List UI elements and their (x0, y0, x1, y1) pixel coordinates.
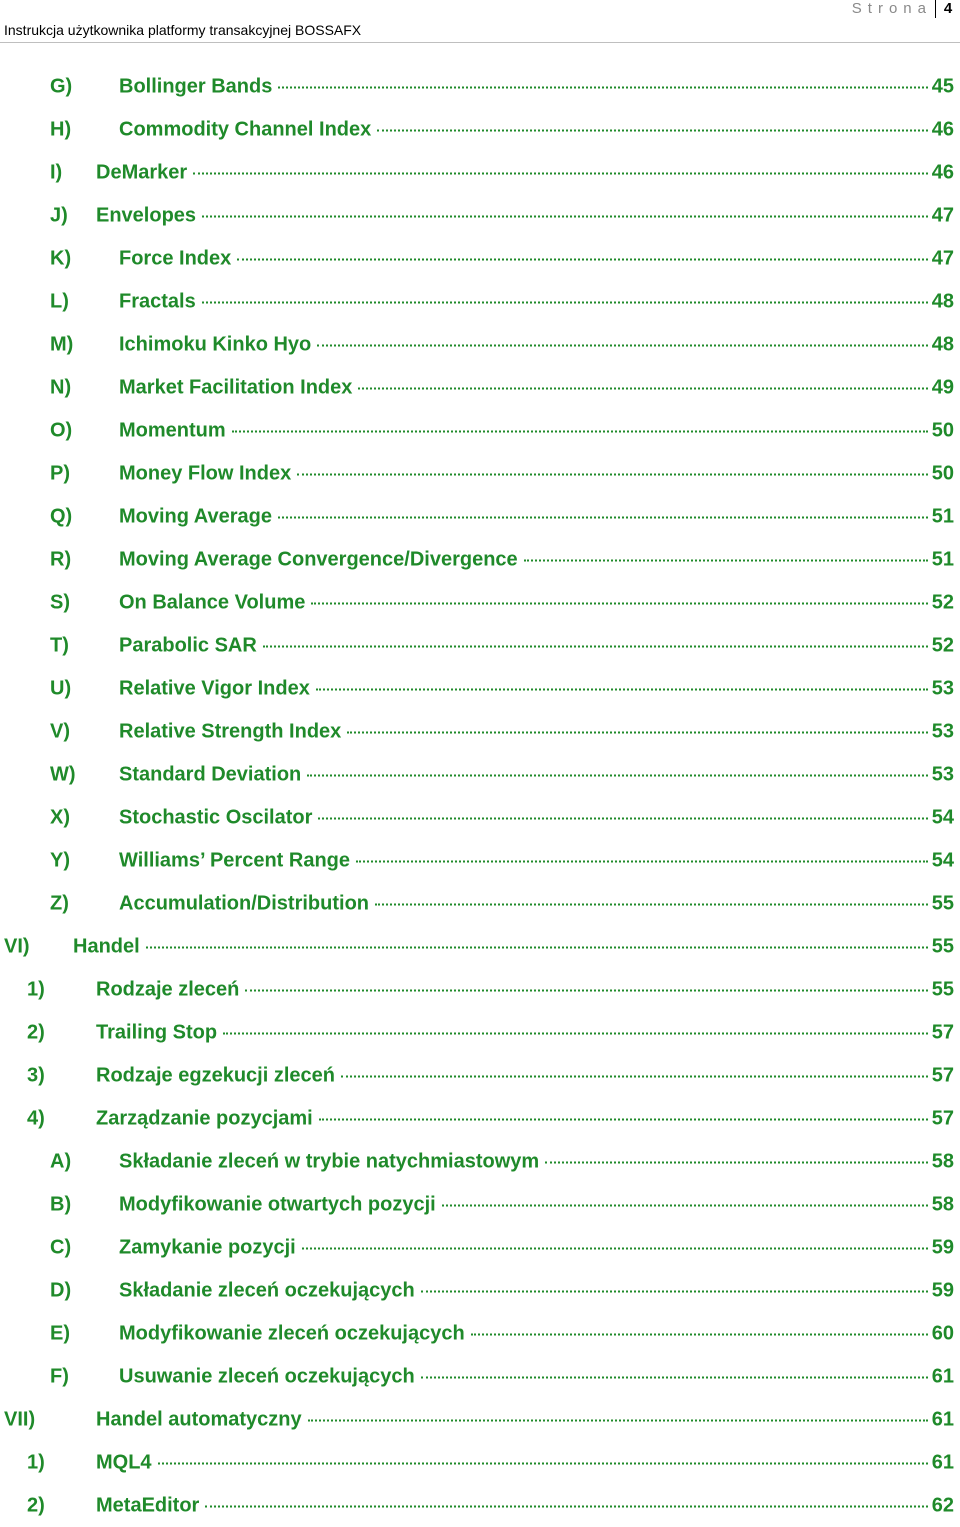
toc-entry-title: On Balance Volume (119, 591, 306, 613)
toc-entry-title: Ichimoku Kinko Hyo (119, 333, 312, 355)
dot-leader (223, 1032, 928, 1034)
page-label: Strona (851, 0, 932, 17)
toc-entry[interactable] (0, 753, 960, 796)
toc-entry-page: 57 (931, 1064, 954, 1086)
toc-entry-number: 2) (27, 1494, 45, 1516)
dot-leader (319, 1118, 928, 1120)
toc-entry-number: B) (50, 1193, 72, 1215)
toc-entry-number: G) (50, 75, 73, 97)
toc-entry[interactable] (0, 1226, 960, 1269)
dot-leader (205, 1505, 927, 1507)
toc-entry[interactable] (0, 1269, 960, 1312)
toc-entry-title: Handel automatyczny (96, 1408, 302, 1430)
toc-entry[interactable] (0, 538, 960, 581)
toc-entry-line (119, 118, 954, 141)
toc-entry[interactable] (0, 882, 960, 925)
toc-entry-number: O) (50, 419, 73, 441)
toc-entry-line (119, 763, 954, 786)
dot-leader (297, 473, 928, 475)
toc-entry-line (119, 1322, 954, 1345)
toc-entry-number: A) (50, 1150, 72, 1172)
toc-entry-title: Handel (73, 935, 140, 957)
toc-entry-line (119, 1279, 954, 1302)
toc-entry-line (96, 1064, 954, 1087)
toc-entry-line (119, 419, 954, 442)
dot-leader (377, 129, 928, 131)
toc-entry-title: Envelopes (96, 204, 197, 226)
toc-entry-title: Stochastic Oscilator (119, 806, 313, 828)
toc-entry-page: 55 (931, 935, 954, 957)
toc-entry-page: 50 (931, 462, 954, 484)
toc-entry-number: VI) (4, 935, 30, 957)
toc-entry-page: 59 (931, 1279, 954, 1301)
dot-leader (263, 645, 928, 647)
toc-entry-line (119, 806, 954, 829)
toc-entry[interactable] (0, 108, 960, 151)
toc-entry-page: 53 (931, 763, 954, 785)
toc-entry-line (119, 247, 954, 270)
toc-entry-line (119, 720, 954, 743)
toc-entry-page: 57 (931, 1021, 954, 1043)
toc-entry-title: Bollinger Bands (119, 75, 273, 97)
dot-leader (202, 215, 928, 217)
dot-leader (193, 172, 928, 174)
toc-entry-number: Y) (50, 849, 70, 871)
toc-entry[interactable] (0, 280, 960, 323)
toc-entry-line (96, 1451, 954, 1474)
toc-entry-line (96, 1408, 954, 1431)
toc-entry[interactable] (0, 624, 960, 667)
toc-entry-page: 62 (931, 1494, 954, 1516)
toc-entry-title: Składanie zleceń w trybie natychmiastowym (119, 1150, 540, 1172)
document-title: Instrukcja użytkownika platformy transakcyjnej BOSSAFX (4, 22, 362, 38)
toc-entry-line (96, 204, 954, 227)
toc-entry-title: Składanie zleceń oczekujących (119, 1279, 415, 1301)
toc-entry-page: 54 (931, 806, 954, 828)
toc-entry-number: J) (50, 204, 68, 226)
toc-entry-page: 50 (931, 419, 954, 441)
toc-entry[interactable] (0, 1441, 960, 1484)
toc-entry-number: E) (50, 1322, 70, 1344)
dot-leader (146, 946, 928, 948)
toc-entry-title: Usuwanie zleceń oczekujących (119, 1365, 415, 1387)
toc-entry-line (119, 677, 954, 700)
toc-entry-title: Moving Average (119, 505, 272, 527)
toc-entry-line (96, 978, 954, 1001)
dot-leader (278, 86, 927, 88)
toc-entry-page: 58 (931, 1150, 954, 1172)
dot-leader (318, 817, 927, 819)
toc-entry-number: N) (50, 376, 72, 398)
dot-leader (307, 774, 927, 776)
toc-entry-title: Trailing Stop (96, 1021, 218, 1043)
toc-entry-title: DeMarker (96, 161, 188, 183)
toc-entry[interactable] (0, 194, 960, 237)
toc-entry[interactable] (0, 409, 960, 452)
toc-entry-title: Modyfikowanie otwartych pozycji (119, 1193, 436, 1215)
toc-entry-page: 51 (931, 548, 954, 570)
dot-leader (442, 1204, 928, 1206)
page-header (0, 0, 960, 44)
dot-leader (158, 1462, 928, 1464)
toc-entry-page: 55 (931, 892, 954, 914)
toc-entry-line (119, 505, 954, 528)
toc-entry-title: MQL4 (96, 1451, 152, 1473)
toc-entry[interactable] (0, 581, 960, 624)
toc-entry-title: Accumulation/Distribution (119, 892, 369, 914)
toc-entry-line (119, 634, 954, 657)
toc-entry-title: Zamykanie pozycji (119, 1236, 296, 1258)
toc-entry-title: Williams’ Percent Range (119, 849, 351, 871)
toc-entry[interactable] (0, 1140, 960, 1183)
toc-entry[interactable] (0, 1054, 960, 1097)
toc-entry-line (119, 1236, 954, 1259)
dot-leader (317, 344, 928, 346)
table-of-contents (0, 65, 960, 1527)
toc-entry[interactable] (0, 1011, 960, 1054)
toc-entry[interactable] (0, 151, 960, 194)
toc-entry-number: M) (50, 333, 74, 355)
toc-entry-number: R) (50, 548, 72, 570)
toc-entry-page: 59 (931, 1236, 954, 1258)
dot-leader (278, 516, 928, 518)
toc-entry-page: 58 (931, 1193, 954, 1215)
toc-entry-line (73, 935, 954, 958)
toc-entry-number: L) (50, 290, 69, 312)
toc-entry-line (119, 376, 954, 399)
toc-entry-page: 61 (931, 1365, 954, 1387)
toc-entry-title: Rodzaje zleceń (96, 978, 240, 1000)
toc-entry-line (119, 1150, 954, 1173)
toc-entry-title: Momentum (119, 419, 226, 441)
toc-entry-number: Z) (50, 892, 69, 914)
toc-entry-title: Moving Average Convergence/Divergence (119, 548, 518, 570)
toc-entry-title: Relative Vigor Index (119, 677, 310, 699)
toc-entry-line (119, 1365, 954, 1388)
toc-entry-title: Relative Strength Index (119, 720, 342, 742)
toc-entry-line (119, 1193, 954, 1216)
toc-entry-number: 2) (27, 1021, 45, 1043)
toc-entry-line (119, 548, 954, 571)
toc-entry[interactable] (0, 968, 960, 1011)
toc-entry-page: 61 (931, 1408, 954, 1430)
dot-leader (237, 258, 927, 260)
toc-entry-title: Modyfikowanie zleceń oczekujących (119, 1322, 465, 1344)
toc-entry[interactable] (0, 1398, 960, 1441)
toc-entry-title: Force Index (119, 247, 232, 269)
toc-entry[interactable] (0, 495, 960, 538)
dot-leader (245, 989, 927, 991)
toc-entry-number: T) (50, 634, 69, 656)
dot-leader (375, 903, 928, 905)
toc-entry-number: S) (50, 591, 70, 613)
toc-entry-line (119, 333, 954, 356)
toc-entry-title: Money Flow Index (119, 462, 292, 484)
toc-entry-title: Commodity Channel Index (119, 118, 372, 140)
toc-entry[interactable] (0, 796, 960, 839)
toc-entry-number: W) (50, 763, 76, 785)
toc-entry-page: 46 (931, 118, 954, 140)
toc-entry-page: 48 (931, 333, 954, 355)
toc-entry-line (96, 1494, 954, 1517)
toc-entry-title: Market Facilitation Index (119, 376, 353, 398)
toc-entry-number: 1) (27, 1451, 45, 1473)
page-number: 4 (935, 0, 960, 18)
toc-entry-title: Fractals (119, 290, 196, 312)
toc-entry[interactable] (0, 1355, 960, 1398)
toc-entry-number: 3) (27, 1064, 45, 1086)
toc-entry-title: Rodzaje egzekucji zleceń (96, 1064, 335, 1086)
toc-entry-page: 54 (931, 849, 954, 871)
toc-entry-number: 1) (27, 978, 45, 1000)
toc-entry-page: 46 (931, 161, 954, 183)
toc-entry-page: 47 (931, 247, 954, 269)
toc-entry-number: X) (50, 806, 70, 828)
dot-leader (471, 1333, 928, 1335)
toc-entry[interactable] (0, 1097, 960, 1140)
dot-leader (302, 1247, 928, 1249)
header-divider (0, 42, 960, 43)
toc-entry[interactable] (0, 710, 960, 753)
dot-leader (358, 387, 927, 389)
toc-entry-number: VII) (4, 1408, 36, 1430)
toc-entry-line (96, 1021, 954, 1044)
toc-entry[interactable] (0, 1484, 960, 1527)
toc-entry-number: U) (50, 677, 72, 699)
toc-entry-line (119, 892, 954, 915)
toc-entry-title: Zarządzanie pozycjami (96, 1107, 313, 1129)
toc-entry-page: 52 (931, 634, 954, 656)
dot-leader (421, 1290, 928, 1292)
toc-entry-number: V) (50, 720, 70, 742)
toc-entry-page: 51 (931, 505, 954, 527)
dot-leader (308, 1419, 928, 1421)
dot-leader (356, 860, 928, 862)
toc-entry-page: 60 (931, 1322, 954, 1344)
toc-entry-line (119, 462, 954, 485)
toc-entry-title: MetaEditor (96, 1494, 200, 1516)
toc-entry-number: C) (50, 1236, 72, 1258)
toc-entry[interactable] (0, 839, 960, 882)
toc-entry-page: 55 (931, 978, 954, 1000)
toc-entry-line (119, 591, 954, 614)
toc-entry[interactable] (0, 452, 960, 495)
toc-entry[interactable] (0, 925, 960, 968)
dot-leader (347, 731, 927, 733)
toc-entry-page: 53 (931, 677, 954, 699)
toc-entry-line (96, 161, 954, 184)
toc-entry-line (96, 1107, 954, 1130)
toc-entry[interactable] (0, 323, 960, 366)
toc-entry[interactable] (0, 1312, 960, 1355)
toc-entry-number: Q) (50, 505, 73, 527)
toc-entry-title: Standard Deviation (119, 763, 302, 785)
toc-entry[interactable] (0, 65, 960, 108)
toc-entry-number: H) (50, 118, 72, 140)
toc-entry-number: D) (50, 1279, 72, 1301)
toc-entry-line (119, 290, 954, 313)
toc-entry[interactable] (0, 667, 960, 710)
toc-entry[interactable] (0, 366, 960, 409)
toc-entry-number: K) (50, 247, 72, 269)
dot-leader (232, 430, 928, 432)
toc-entry-number: I) (50, 161, 63, 183)
toc-entry[interactable] (0, 1183, 960, 1226)
dot-leader (545, 1161, 928, 1163)
dot-leader (341, 1075, 928, 1077)
toc-entry-page: 45 (931, 75, 954, 97)
toc-entry-page: 48 (931, 290, 954, 312)
dot-leader (311, 602, 927, 604)
toc-entry-page: 61 (931, 1451, 954, 1473)
dot-leader (421, 1376, 928, 1378)
toc-entry-number: P) (50, 462, 70, 484)
toc-entry-line (119, 849, 954, 872)
toc-entry-page: 47 (931, 204, 954, 226)
dot-leader (316, 688, 928, 690)
toc-entry-page: 53 (931, 720, 954, 742)
toc-entry-page: 49 (931, 376, 954, 398)
toc-entry-number: 4) (27, 1107, 45, 1129)
toc-entry-title: Parabolic SAR (119, 634, 257, 656)
toc-entry-page: 52 (931, 591, 954, 613)
toc-entry[interactable] (0, 237, 960, 280)
toc-entry-line (119, 75, 954, 98)
dot-leader (524, 559, 928, 561)
dot-leader (202, 301, 928, 303)
toc-entry-page: 57 (931, 1107, 954, 1129)
toc-entry-number: F) (50, 1365, 69, 1387)
